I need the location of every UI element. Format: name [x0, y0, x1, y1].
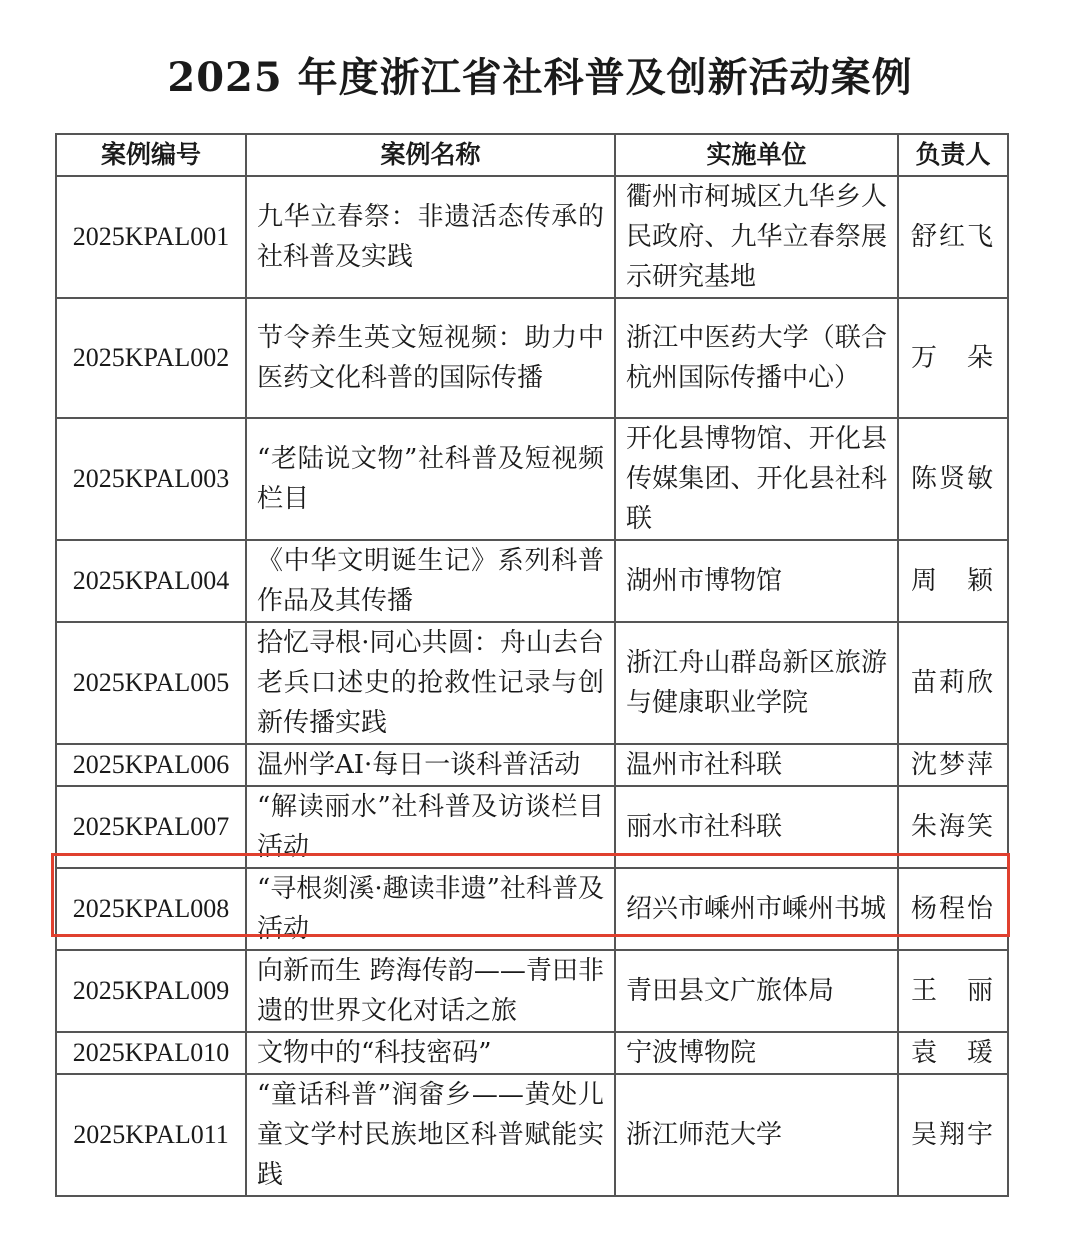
case-code: 2025KPAL011 [56, 1074, 246, 1196]
table-row [56, 540, 1008, 622]
page-title: 2025 年度浙江省社科普及创新活动案例 [167, 54, 913, 101]
case-name: 拾忆寻根·同心共圆：舟山去台老兵口述史的抢救性记录与创新传播实践 [246, 622, 615, 744]
table-row [56, 418, 1008, 540]
case-unit: 浙江中医药大学（联合杭州国际传播中心） [615, 298, 898, 418]
case-code: 2025KPAL002 [56, 298, 246, 418]
case-person: 袁 瑗 [898, 1032, 1008, 1074]
case-name: 向新而生 跨海传韵——青田非遗的世界文化对话之旅 [246, 950, 615, 1032]
case-name: “解读丽水”社科普及访谈栏目活动 [246, 786, 615, 868]
table-row [56, 786, 1008, 868]
case-name: “寻根剡溪·趣读非遗”社科普及活动 [246, 868, 615, 950]
case-code: 2025KPAL001 [56, 176, 246, 298]
case-person: 陈贤敏 [898, 418, 1008, 540]
table-row [56, 950, 1008, 1032]
case-person: 周 颖 [898, 540, 1008, 622]
case-name: 温州学AI·每日一谈科普活动 [246, 744, 615, 786]
case-code: 2025KPAL008 [56, 868, 246, 950]
header-row [56, 134, 1008, 176]
table-row [56, 176, 1008, 298]
case-code: 2025KPAL005 [56, 622, 246, 744]
case-name: 《中华文明诞生记》系列科普作品及其传播 [246, 540, 615, 622]
case-person: 吴翔宇 [898, 1074, 1008, 1196]
case-unit: 宁波博物院 [615, 1032, 898, 1074]
table-row [56, 1074, 1008, 1196]
table-row [56, 1032, 1008, 1074]
case-unit: 绍兴市嵊州市嵊州书城 [615, 868, 898, 950]
case-person: 沈梦萍 [898, 744, 1008, 786]
case-person: 杨程怡 [898, 868, 1008, 950]
case-code: 2025KPAL004 [56, 540, 246, 622]
case-person: 万 朵 [898, 298, 1008, 418]
header-code: 案例编号 [56, 134, 246, 176]
header-person: 负责人 [898, 134, 1008, 176]
table-row-highlighted [56, 868, 1008, 950]
case-unit: 开化县博物馆、开化县传媒集团、开化县社科联 [615, 418, 898, 540]
case-unit: 丽水市社科联 [615, 786, 898, 868]
case-unit: 青田县文广旅体局 [615, 950, 898, 1032]
case-name: 节令养生英文短视频：助力中医药文化科普的国际传播 [246, 298, 615, 418]
header-name: 案例名称 [246, 134, 615, 176]
case-name: “童话科普”润畲乡——黄处儿童文学村民族地区科普赋能实践 [246, 1074, 615, 1196]
case-person: 朱海笑 [898, 786, 1008, 868]
case-table [55, 133, 1009, 1197]
case-code: 2025KPAL010 [56, 1032, 246, 1074]
case-unit: 浙江师范大学 [615, 1074, 898, 1196]
case-name: 九华立春祭：非遗活态传承的社科普及实践 [246, 176, 615, 298]
table-row [56, 622, 1008, 744]
case-person: 苗莉欣 [898, 622, 1008, 744]
case-name: 文物中的“科技密码” [246, 1032, 615, 1074]
case-unit: 浙江舟山群岛新区旅游与健康职业学院 [615, 622, 898, 744]
case-person: 舒红飞 [898, 176, 1008, 298]
case-code: 2025KPAL007 [56, 786, 246, 868]
case-person: 王 丽 [898, 950, 1008, 1032]
case-unit: 温州市社科联 [615, 744, 898, 786]
table-row [56, 298, 1008, 418]
case-unit: 湖州市博物馆 [615, 540, 898, 622]
case-code: 2025KPAL009 [56, 950, 246, 1032]
case-code: 2025KPAL003 [56, 418, 246, 540]
case-unit: 衢州市柯城区九华乡人民政府、九华立春祭展示研究基地 [615, 176, 898, 298]
table-row [56, 744, 1008, 786]
header-unit: 实施单位 [615, 134, 898, 176]
case-name: “老陆说文物”社科普及短视频栏目 [246, 418, 615, 540]
case-code: 2025KPAL006 [56, 744, 246, 786]
